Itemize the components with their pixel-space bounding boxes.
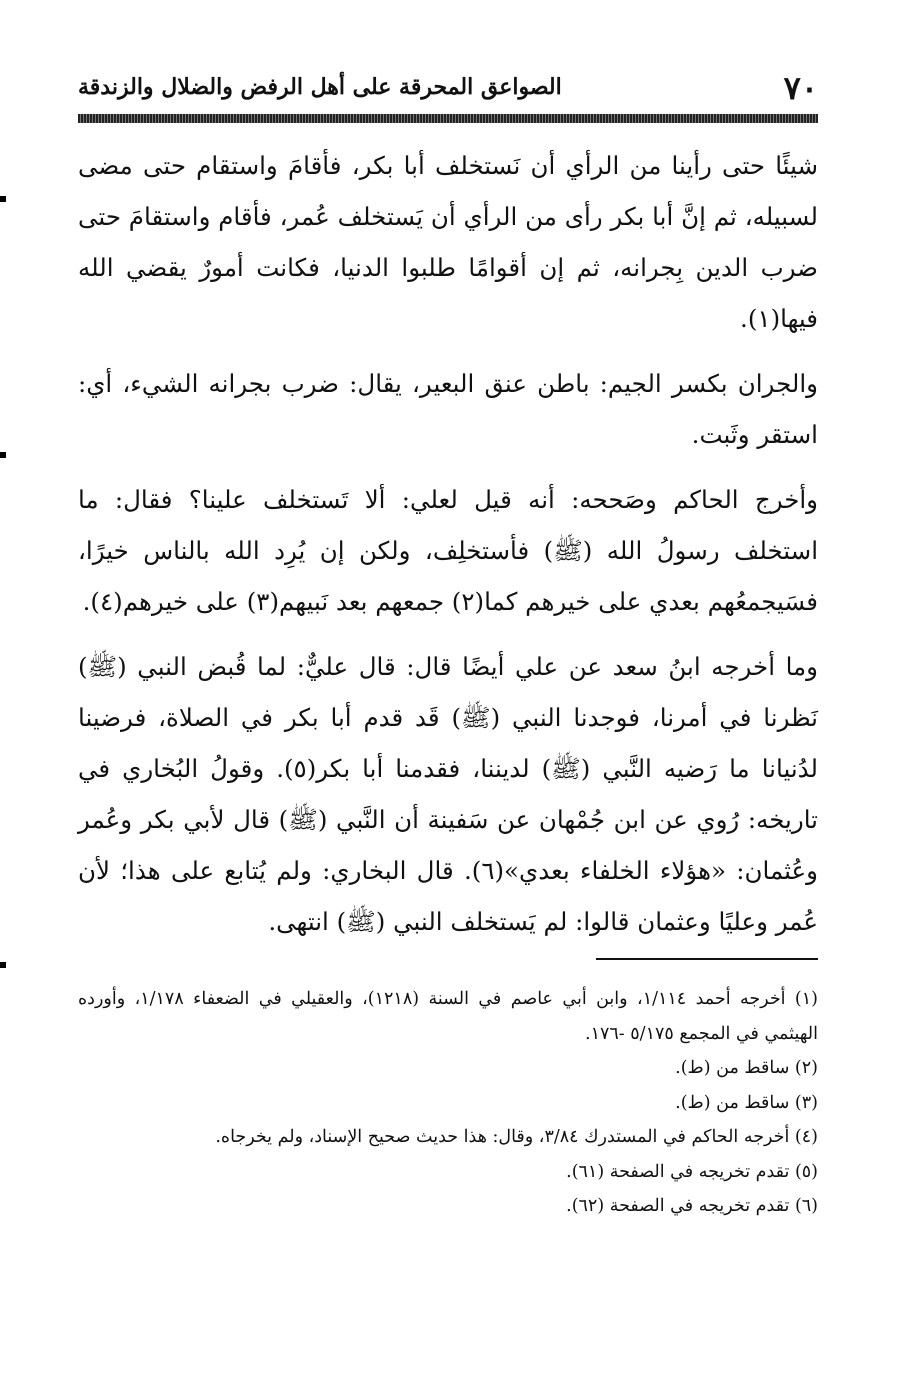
paragraph-4: وما أخرجه ابنُ سعد عن علي أيضًا قال: قال عليٌّ: لما قُبض النبي (ﷺ) نَظرنا في أمرنا، فوجدنا النبي (ﷺ) قَد قدم أبا بكر في الصلاة، فرضينا لدُنيانا ما رَضيه النَّبي (ﷺ) لديننا، فقدمنا أبا بكر(٥). وقولُ البُخاري في تاريخه: رُوي عن ابن جُمْهان عن سَفينة أن النَّبي (ﷺ) قال لأبي بكر وعُمر وعُثمان: «هؤلاء الخلفاء بعدي»(٦). قال البخاري: ولم يُتابع على هذا؛ لأن عُمر وعليًا وعثمان قالوا: لم يَستخلف النبي (ﷺ) انتهى. bbox=[78, 652, 819, 936]
footnote-rule bbox=[596, 958, 818, 960]
paragraph-1: شيئًا حتى رأينا من الرأي أن نَستخلف أبا بكر، فأقامَ واستقام حتى مضى لسبيله، ثم إنَّ أبا بكر رأى من الرأي أن يَستخلف عُمر، فأقام واستقامَ حتى ضرب الدين بِجرانه، ثم إن أقوامًا طلبوا الدنيا، فكانت أمورٌ يقضي الله فيها(١). bbox=[78, 151, 818, 333]
scan-margin-mark bbox=[0, 962, 6, 968]
scan-margin-mark bbox=[0, 196, 6, 202]
footnote-1: (١) أخرجه أحمد ١/١١٤، وابن أبي عاصم في السنة (١٢١٨)، والعقيلي في الضعفاء ١/١٧٨، وأورده الهيثمي في المجمع ٥/١٧٥ -١٧٦. bbox=[78, 989, 818, 1044]
footnote-3: (٣) ساقط من (ط). bbox=[675, 1092, 818, 1113]
header-rule bbox=[78, 114, 818, 123]
footnote-4: (٤) أخرجه الحاكم في المستدرك ٣/٨٤، وقال: هذا حديث صحيح الإسناد، ولم يخرجاه. bbox=[215, 1127, 818, 1147]
page-header bbox=[78, 66, 818, 110]
paragraph-2: والجران بكسر الجيم: باطن عنق البعير، يقال: ضرب بجرانه الشيء، أي: استقر وثَبت. bbox=[78, 369, 818, 449]
paragraph-3: وأخرج الحاكم وصَححه: أنه قيل لعلي: ألا تَستخلف علينا؟ فقال: ما استخلف رسولُ الله (ﷺ) فأستخلِف، ولكن إن يُرِد الله بالناس خيرًا، فسَيجمعُهم بعدي على خيرهم كما(٢) جمعهم بعد نَبيهم(٣) على خيرهم(٤). bbox=[78, 485, 818, 616]
footnote-5: (٥) تقدم تخريجه في الصفحة (٦١). bbox=[566, 1161, 818, 1182]
page-number: ٧٠ bbox=[783, 69, 818, 107]
footnotes bbox=[78, 982, 818, 1224]
running-title: الصواعق المحرقة على أهل الرفض والضلال والزندقة bbox=[78, 74, 562, 100]
scan-margin-mark bbox=[0, 452, 6, 458]
footnote-6: (٦) تقدم تخريجه في الصفحة (٦٢). bbox=[566, 1196, 818, 1216]
footnote-2: (٢) ساقط من (ط). bbox=[675, 1058, 818, 1078]
body-text bbox=[78, 140, 818, 947]
